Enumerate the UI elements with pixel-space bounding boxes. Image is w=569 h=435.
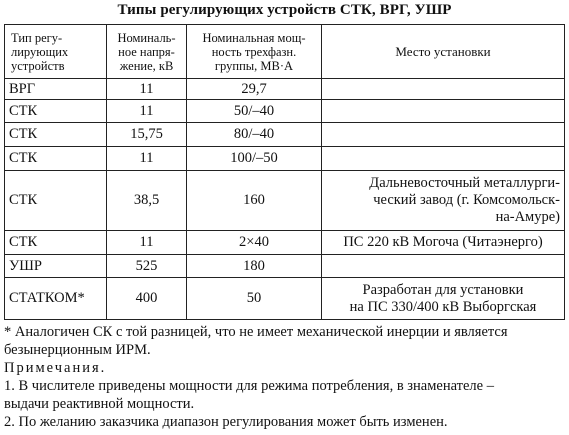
- cell-type: СТК: [5, 100, 107, 123]
- header-site: Место установки: [322, 25, 565, 79]
- cell-power: 160: [187, 171, 322, 231]
- cell-site: [322, 147, 565, 171]
- cell-power: 29,7: [187, 79, 322, 100]
- cell-type: УШР: [5, 255, 107, 278]
- cell-type: ВРГ: [5, 79, 107, 100]
- header-voltage: Номиналь- ное напря- жение, кВ: [107, 25, 187, 79]
- cell-site: [322, 100, 565, 123]
- table-row: [5, 231, 565, 255]
- cell-type: СТК: [5, 147, 107, 171]
- table-row: [5, 147, 565, 171]
- regulating-devices-table: [4, 24, 565, 320]
- footnote-line: * Аналогичен СК с той разницей, что не имеет механической инерции и является: [4, 324, 508, 340]
- header-type: Тип регу- лирующих устройств: [5, 25, 107, 79]
- header-power: Номинальная мощ- ность трехфазн. группы, МВ·А: [187, 25, 322, 79]
- cell-voltage: 11: [107, 147, 187, 171]
- notes-heading: Примечания.: [4, 360, 107, 376]
- cell-voltage: 15,75: [107, 123, 187, 147]
- cell-voltage: 525: [107, 255, 187, 278]
- cell-site: ПС 220 кВ Могоча (Читаэнерго): [322, 231, 565, 255]
- cell-power: 50: [187, 278, 322, 320]
- cell-type: СТК: [5, 123, 107, 147]
- note-line: 1. В числителе приведены мощности для режима потребления, в знаменателе –: [4, 378, 494, 394]
- cell-power: 180: [187, 255, 322, 278]
- cell-site: Разработан для установки на ПС 330/400 кВ Выборгская: [322, 278, 565, 320]
- table-row: [5, 79, 565, 100]
- cell-site: [322, 79, 565, 100]
- cell-voltage: 11: [107, 100, 187, 123]
- table-header-row: [5, 25, 565, 79]
- cell-voltage: 11: [107, 79, 187, 100]
- cell-type: СТК: [5, 171, 107, 231]
- cell-power: 50/–40: [187, 100, 322, 123]
- note-line: 2. По желанию заказчика диапазон регулирования может быть изменен.: [4, 414, 448, 430]
- cell-site: [322, 123, 565, 147]
- note-line: выдачи реактивной мощности.: [4, 396, 195, 412]
- cell-voltage: 38,5: [107, 171, 187, 231]
- cell-power: 100/–50: [187, 147, 322, 171]
- page-title: Типы регулирующих устройств СТК, ВРГ, УШР: [117, 2, 452, 18]
- cell-voltage: 400: [107, 278, 187, 320]
- table-row: [5, 278, 565, 320]
- cell-type: СТАТКОМ*: [5, 278, 107, 320]
- cell-site: [322, 255, 565, 278]
- cell-type: СТК: [5, 231, 107, 255]
- table-row: [5, 100, 565, 123]
- cell-power: 80/–40: [187, 123, 322, 147]
- cell-power: 2×40: [187, 231, 322, 255]
- table-row: [5, 255, 565, 278]
- cell-site: Дальневосточный металлурги- ческий завод (г. Комсомольск- на-Амуре): [322, 171, 565, 231]
- table-row: [5, 171, 565, 231]
- table-row: [5, 123, 565, 147]
- cell-voltage: 11: [107, 231, 187, 255]
- footnote-line: безынерционным ИРМ.: [4, 342, 151, 358]
- notes-section: [4, 323, 566, 431]
